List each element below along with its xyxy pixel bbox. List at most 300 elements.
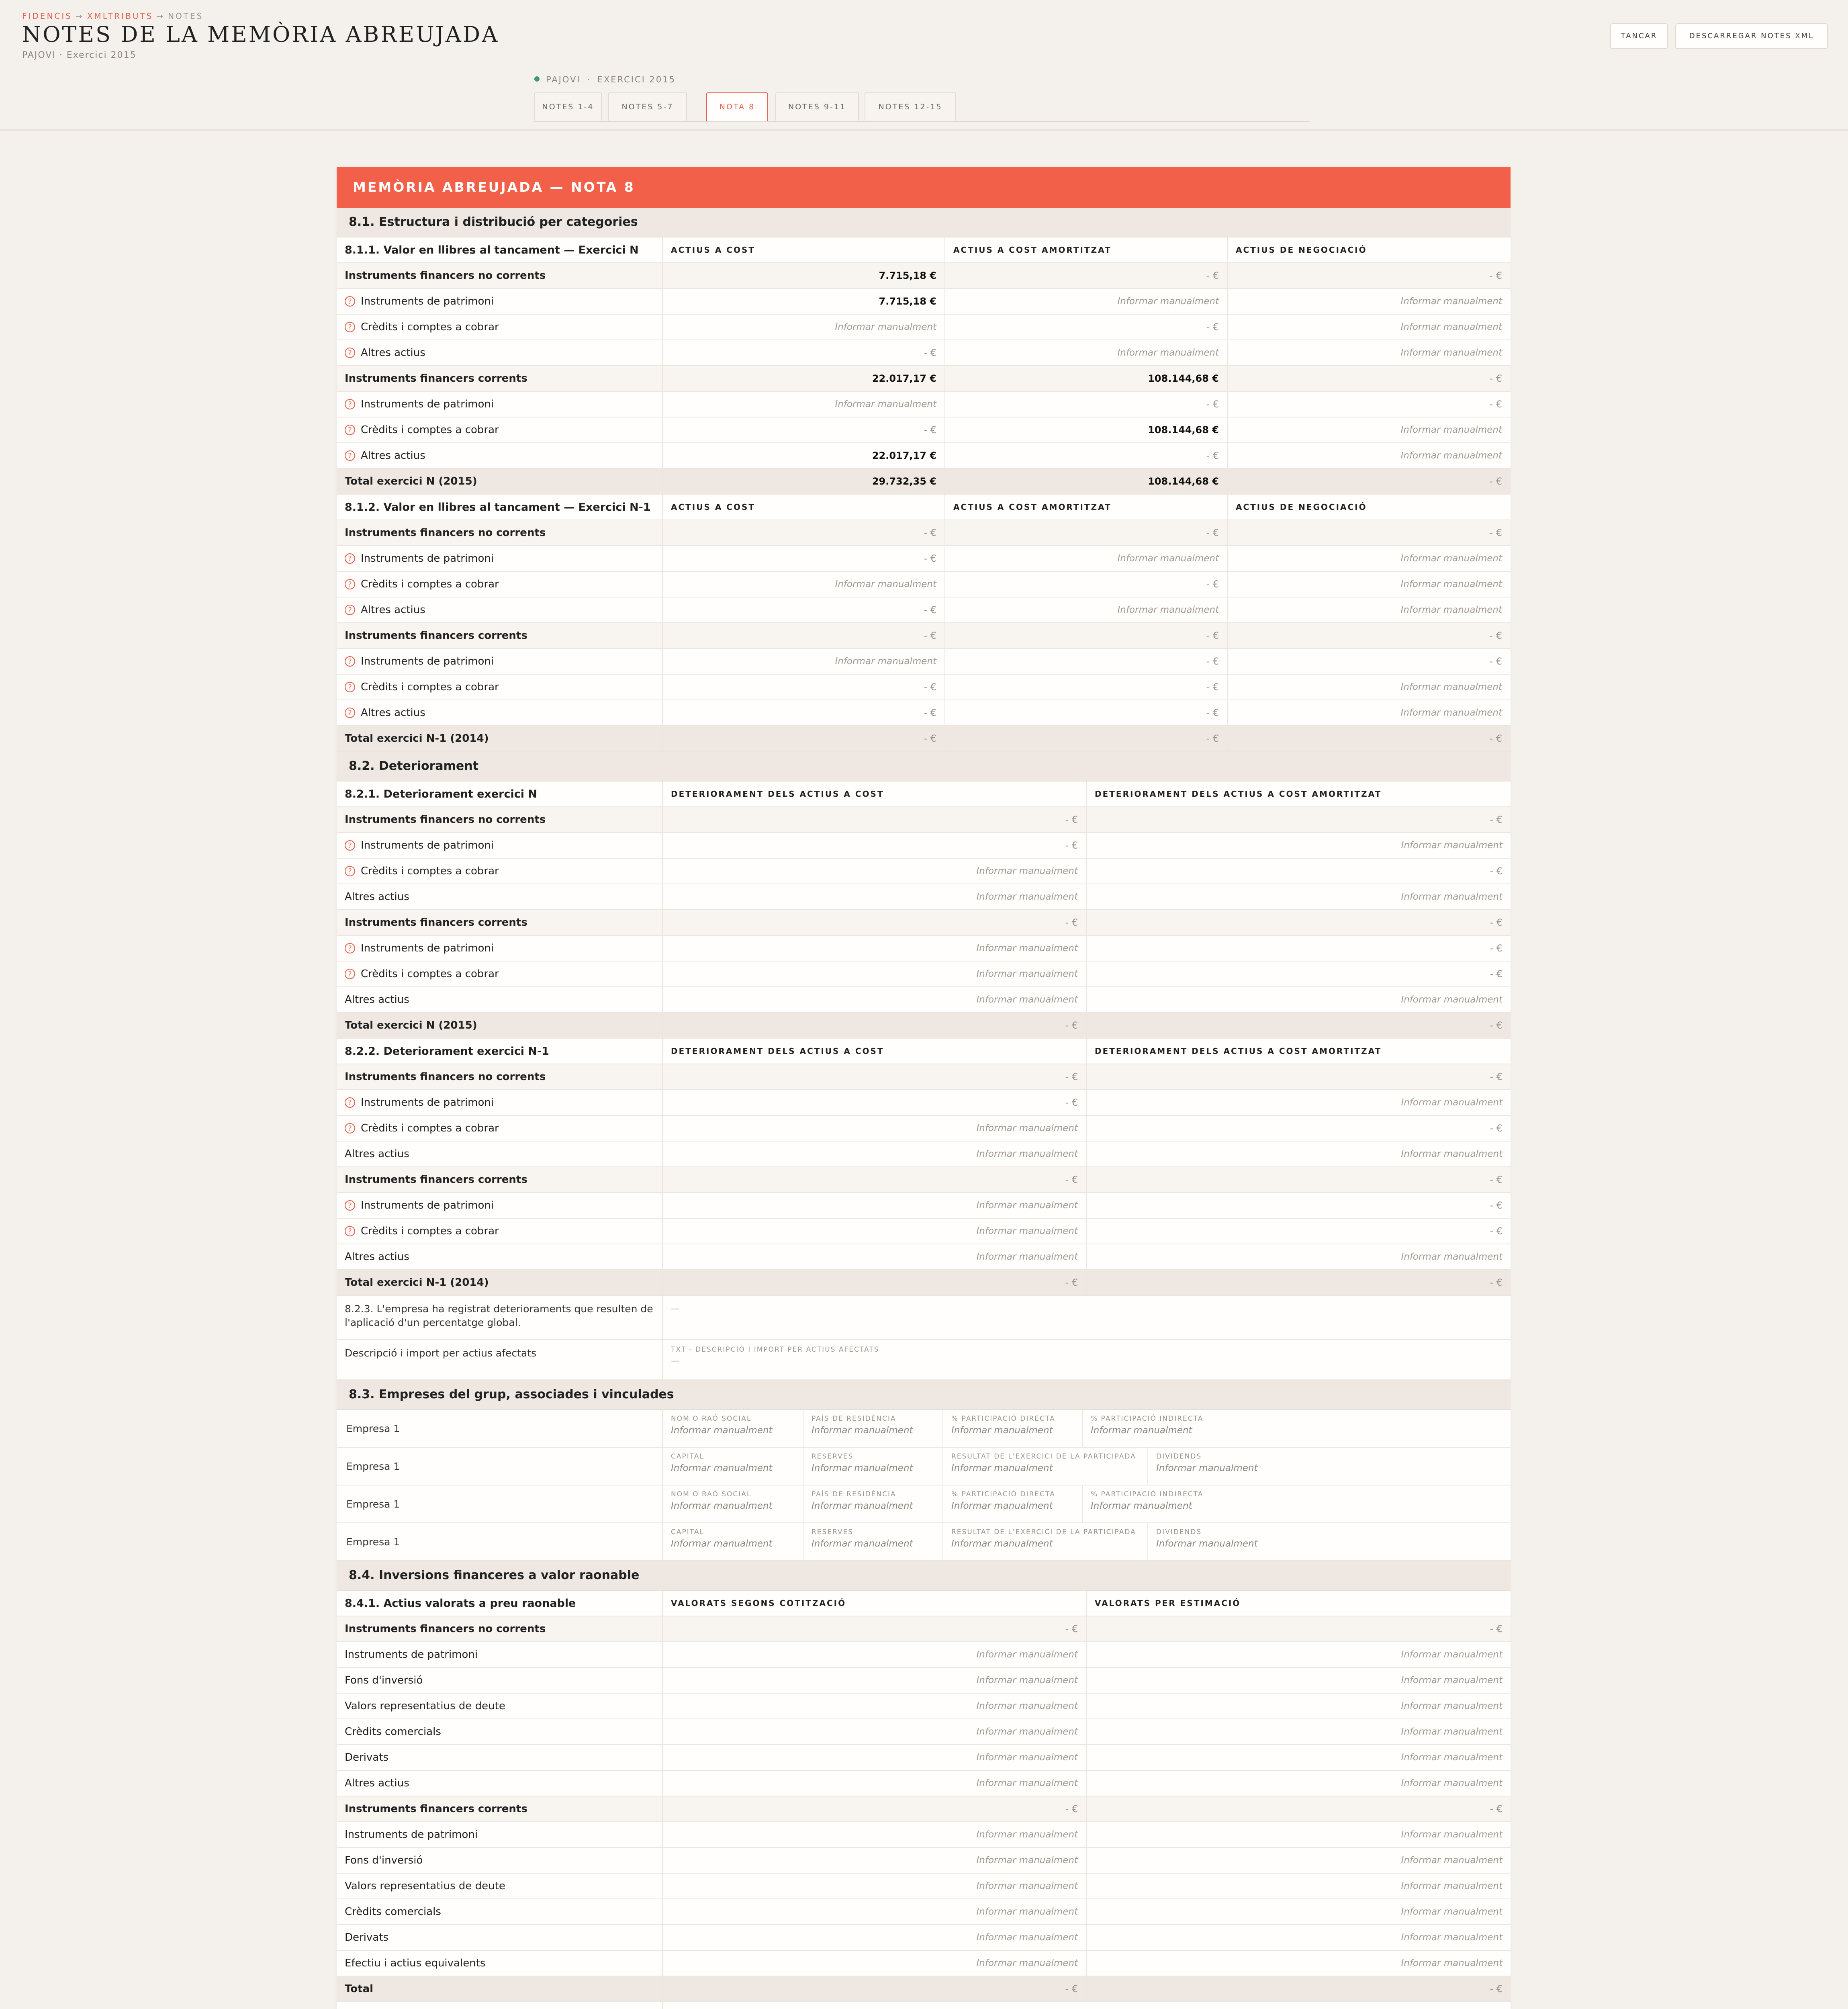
question-8-2-3 <box>337 1296 1511 1340</box>
page-header <box>0 0 1848 131</box>
company-field[interactable] <box>803 1523 943 1560</box>
manual-entry-field[interactable] <box>663 1899 1087 1924</box>
status-dot-icon <box>534 76 540 82</box>
row-label-cell <box>337 1270 663 1295</box>
row-label-cell <box>337 833 663 858</box>
manual-entry-placeholder: Informar manualment <box>976 1252 1078 1262</box>
row-label: Crèdits i comptes a cobrar <box>361 681 499 693</box>
company-field[interactable] <box>943 1410 1083 1447</box>
company-field[interactable] <box>663 1523 803 1560</box>
row-label: Valors representatius de deute <box>345 1880 505 1892</box>
field-tag: NOM O RAÓ SOCIAL <box>671 1415 752 1423</box>
value-cell <box>1228 649 1510 674</box>
company-field[interactable] <box>803 1448 943 1485</box>
manual-entry-field[interactable] <box>663 1925 1087 1950</box>
manual-entry-placeholder: Informar manualment <box>1156 1463 1258 1473</box>
value-cell <box>945 366 1228 391</box>
amount-value: - € <box>1489 476 1502 487</box>
group-row <box>337 1064 1511 1090</box>
column-header: ACTIUS DE NEGOCIACIÓ <box>1236 245 1367 255</box>
manual-entry-field[interactable] <box>663 1874 1087 1899</box>
value-cell <box>1228 726 1510 751</box>
manual-entry-placeholder: Informar manualment <box>671 1538 773 1549</box>
company-field[interactable] <box>1148 1448 1258 1485</box>
field-tag: RESULTAT DE L'EXERCICI DE LA PARTICIPADA <box>951 1528 1136 1536</box>
row-label-cell <box>337 1116 663 1141</box>
manual-entry-field[interactable] <box>663 315 945 340</box>
manual-entry-field[interactable] <box>1087 1642 1511 1667</box>
manual-entry-placeholder: Informar manualment <box>1401 1778 1503 1788</box>
manual-entry-field[interactable] <box>1087 1874 1511 1899</box>
manual-entry-field[interactable] <box>1087 1822 1511 1847</box>
row-label-cell <box>337 1142 663 1166</box>
row-label-cell <box>337 1796 663 1821</box>
row-label-cell <box>337 623 663 648</box>
value-cell <box>945 263 1228 288</box>
info-circle-icon[interactable]: ? <box>345 579 355 589</box>
manual-entry-field[interactable] <box>945 546 1228 571</box>
manual-entry-placeholder: Informar manualment <box>835 399 936 409</box>
value-cell <box>663 700 945 725</box>
manual-entry-placeholder: Informar manualment <box>976 1701 1078 1711</box>
manual-entry-field[interactable] <box>663 1642 1087 1667</box>
company-field[interactable] <box>663 1448 803 1485</box>
download-xml-button[interactable]: DESCARREGAR NOTES XML <box>1675 23 1828 49</box>
table-row <box>337 289 1511 315</box>
manual-entry-field[interactable] <box>1087 1244 1511 1269</box>
manual-entry-placeholder: Informar manualment <box>812 1463 913 1473</box>
row-label: Crèdits comercials <box>345 1726 441 1738</box>
amount-value: - € <box>1065 1623 1078 1635</box>
manual-entry-field[interactable] <box>945 289 1228 314</box>
row-label-cell <box>337 1899 663 1924</box>
notes-tabs <box>534 92 1310 122</box>
table-row <box>337 1694 1511 1719</box>
amount-value: - € <box>1206 733 1219 744</box>
amount-value: - € <box>1490 865 1503 877</box>
amount-value: - € <box>1490 943 1503 954</box>
manual-entry-field[interactable] <box>1087 1745 1511 1770</box>
table-row <box>337 1719 1511 1745</box>
section-8-4-title: 8.4. Inversions financeres a valor raonable <box>337 1561 1511 1591</box>
manual-entry-field[interactable] <box>663 1951 1087 1976</box>
manual-entry-placeholder: Informar manualment <box>1091 1501 1192 1511</box>
company-field[interactable] <box>943 1523 1148 1560</box>
manual-entry-field[interactable] <box>1087 1668 1511 1693</box>
info-circle-icon[interactable]: ? <box>345 605 355 615</box>
row-label-cell <box>337 443 663 468</box>
manual-entry-field[interactable] <box>1087 1771 1511 1796</box>
row-label-cell <box>337 1951 663 1976</box>
manual-entry-field[interactable] <box>1087 1142 1511 1166</box>
context-year: EXERCICI 2015 <box>597 75 676 84</box>
manual-entry-field[interactable] <box>663 1142 1087 1166</box>
row-label-cell <box>337 987 663 1012</box>
row-label: Altres actius <box>361 450 425 462</box>
note-card <box>337 167 1511 2009</box>
info-circle-icon[interactable]: ? <box>345 425 355 435</box>
row-label-cell <box>337 936 663 961</box>
group-row <box>337 366 1511 392</box>
row-label: Total exercici N (2015) <box>345 1019 477 1031</box>
row-label: Instruments de patrimoni <box>361 1199 494 1211</box>
manual-entry-placeholder: Informar manualment <box>1401 1855 1503 1866</box>
company-field[interactable] <box>803 1485 943 1522</box>
manual-entry-field[interactable] <box>1087 1848 1511 1873</box>
row-label: Total exercici N (2015) <box>345 475 477 487</box>
value-cell <box>663 546 945 571</box>
manual-entry-field[interactable] <box>1228 597 1510 622</box>
manual-entry-field[interactable] <box>663 649 945 674</box>
company-field[interactable] <box>1148 1523 1258 1560</box>
group-row <box>337 623 1511 649</box>
amount-value: - € <box>924 527 936 538</box>
value-cell <box>1087 962 1511 986</box>
manual-entry-field[interactable] <box>663 859 1087 884</box>
column-header: ACTIUS A COST <box>663 495 945 520</box>
field-tag: % PARTICIPACIÓ DIRECTA <box>951 1490 1055 1498</box>
manual-entry-field[interactable] <box>945 597 1228 622</box>
row-label-cell <box>337 1745 663 1770</box>
info-circle-icon[interactable]: ? <box>345 866 355 876</box>
amount-value: 7.715,18 € <box>879 270 936 281</box>
row-label-cell <box>337 962 663 986</box>
tab-notes-9-11[interactable]: NOTES 9-11 <box>775 92 859 121</box>
tab-notes-12-15[interactable]: NOTES 12-15 <box>865 92 956 121</box>
amount-value: - € <box>1206 681 1219 693</box>
info-circle-icon[interactable]: ? <box>345 840 355 851</box>
row-label: Instruments financers corrents <box>345 1803 527 1815</box>
row-label-cell <box>337 1976 663 2001</box>
manual-entry-placeholder: Informar manualment <box>1401 840 1503 851</box>
value-cell <box>945 700 1228 725</box>
manual-entry-placeholder: Informar manualment <box>1401 1149 1503 1159</box>
manual-entry-placeholder: Informar manualment <box>1400 450 1502 461</box>
value-cell <box>663 340 945 365</box>
info-circle-icon[interactable]: ? <box>345 450 355 461</box>
tab-notes-5-7[interactable]: NOTES 5-7 <box>608 92 687 121</box>
value-cell <box>1228 392 1510 417</box>
answer-field[interactable] <box>663 2002 1511 2009</box>
company-field[interactable] <box>803 1410 943 1447</box>
value-cell <box>663 417 945 442</box>
manual-entry-field[interactable] <box>1228 700 1510 725</box>
amount-value: - € <box>1490 1277 1503 1288</box>
row-label-cell <box>337 315 663 340</box>
manual-entry-placeholder: Informar manualment <box>1401 1932 1503 1943</box>
amount-value: 7.715,18 € <box>879 296 936 307</box>
amount-value: - € <box>924 630 936 641</box>
company-field[interactable] <box>943 1485 1083 1522</box>
table-row <box>337 649 1511 675</box>
company-row <box>337 1448 1511 1485</box>
amount-value: - € <box>924 553 936 564</box>
manual-entry-field[interactable] <box>1228 315 1510 340</box>
amount-value: - € <box>1206 450 1219 461</box>
manual-entry-field[interactable] <box>663 987 1087 1012</box>
info-circle-icon[interactable]: ? <box>345 656 355 667</box>
manual-entry-field[interactable] <box>1228 289 1510 314</box>
table-row <box>337 1142 1511 1167</box>
row-label: Instruments financers no corrents <box>345 270 546 282</box>
value-cell <box>1087 1976 1511 2001</box>
info-circle-icon[interactable]: ? <box>345 296 355 307</box>
manual-entry-field[interactable] <box>1228 443 1510 468</box>
manual-entry-field[interactable] <box>1087 1925 1511 1950</box>
answer-field[interactable] <box>663 1296 1511 1339</box>
manual-entry-field[interactable] <box>663 1244 1087 1269</box>
value-cell <box>945 572 1228 597</box>
manual-entry-field[interactable] <box>1087 1090 1511 1115</box>
manual-entry-field[interactable] <box>1228 675 1510 700</box>
table-row <box>337 936 1511 962</box>
table-row <box>337 1899 1511 1925</box>
manual-entry-field[interactable] <box>663 1771 1087 1796</box>
manual-entry-field[interactable] <box>1087 1694 1511 1718</box>
manual-entry-field[interactable] <box>1087 1719 1511 1744</box>
info-circle-icon[interactable]: ? <box>345 399 355 409</box>
value-cell <box>1087 1116 1511 1141</box>
text-answer-field[interactable] <box>663 1340 1511 1379</box>
info-circle-icon[interactable]: ? <box>345 1200 355 1211</box>
info-circle-icon[interactable]: ? <box>345 322 355 332</box>
info-circle-icon[interactable]: ? <box>345 969 355 979</box>
manual-entry-field[interactable] <box>663 572 945 597</box>
question-description-affected-assets <box>337 1340 1511 1380</box>
row-label-cell <box>337 859 663 884</box>
manual-entry-placeholder: Informar manualment <box>951 1463 1053 1473</box>
manual-entry-field[interactable] <box>663 1694 1087 1718</box>
manual-entry-placeholder: Informar manualment <box>835 656 936 667</box>
manual-entry-field[interactable] <box>1087 1951 1511 1976</box>
row-label-cell <box>337 366 663 391</box>
manual-entry-placeholder: Informar manualment <box>976 994 1078 1005</box>
field-tag: % PARTICIPACIÓ INDIRECTA <box>1091 1415 1204 1423</box>
amount-value: - € <box>1490 1983 1503 1995</box>
value-cell <box>1228 263 1510 288</box>
row-label: Instruments financers corrents <box>345 630 527 642</box>
section-8-3-title: 8.3. Empreses del grup, associades i vinculades <box>337 1380 1511 1410</box>
amount-value: - € <box>1065 1983 1078 1995</box>
amount-value: - € <box>1065 917 1078 928</box>
manual-entry-placeholder: Informar manualment <box>812 1501 913 1511</box>
breadcrumb-link-fidencis[interactable]: FIDENCIS <box>22 11 72 21</box>
manual-entry-placeholder: Informar manualment <box>1401 1675 1503 1686</box>
tab-nota-8[interactable]: NOTA 8 <box>706 92 768 121</box>
manual-entry-placeholder: Informar manualment <box>976 1932 1078 1943</box>
manual-entry-placeholder: Informar manualment <box>976 1778 1078 1788</box>
info-circle-icon[interactable]: ? <box>345 1097 355 1108</box>
manual-entry-placeholder: Informar manualment <box>951 1538 1053 1549</box>
column-header: VALORATS SEGONS COTITZACIÓ <box>663 1591 1087 1616</box>
answer-value: — <box>671 1356 680 1366</box>
manual-entry-placeholder: Informar manualment <box>976 1149 1078 1159</box>
row-label-cell <box>337 1874 663 1899</box>
section-8-1-title: 8.1. Estructura i distribució per categories <box>337 208 1511 237</box>
company-row <box>337 1410 1511 1448</box>
company-field[interactable] <box>663 1485 803 1522</box>
row-label: Instruments financers corrents <box>345 1174 527 1186</box>
value-cell <box>1087 1270 1511 1295</box>
field-tag: % PARTICIPACIÓ INDIRECTA <box>1091 1490 1204 1498</box>
manual-entry-field[interactable] <box>663 1822 1087 1847</box>
info-circle-icon[interactable]: ? <box>345 943 355 953</box>
company-field[interactable] <box>1083 1485 1223 1522</box>
manual-entry-field[interactable] <box>663 962 1087 986</box>
company-label: Empresa 1 <box>337 1448 663 1485</box>
manual-entry-placeholder: Informar manualment <box>976 1752 1078 1763</box>
manual-entry-field[interactable] <box>1087 884 1511 909</box>
field-tag: RESERVES <box>812 1528 854 1536</box>
info-circle-icon[interactable]: ? <box>345 708 355 718</box>
value-cell <box>663 1167 1087 1192</box>
manual-entry-field[interactable] <box>1087 987 1511 1012</box>
breadcrumb-link-xmltributs[interactable]: XMLTRIBUTS <box>87 11 153 21</box>
amount-value: 108.144,68 € <box>1148 476 1219 487</box>
amount-value: - € <box>1490 1225 1503 1237</box>
row-label-cell <box>337 1219 663 1244</box>
manual-entry-field[interactable] <box>1228 417 1510 442</box>
row-label-cell <box>337 1848 663 1873</box>
value-cell <box>663 807 1087 832</box>
manual-entry-field[interactable] <box>663 1848 1087 1873</box>
group-companies-list <box>337 1410 1511 1561</box>
field-tag: NOM O RAÓ SOCIAL <box>671 1490 752 1498</box>
amount-value: - € <box>1489 399 1502 410</box>
row-label-cell <box>337 910 663 935</box>
manual-entry-placeholder: Informar manualment <box>1091 1425 1192 1436</box>
row-label: Crèdits comercials <box>345 1906 441 1918</box>
amount-value: - € <box>1490 1174 1503 1185</box>
column-header: DETERIORAMENT DELS ACTIUS A COST AMORTITZAT <box>1095 789 1382 799</box>
manual-entry-placeholder: Informar manualment <box>976 1649 1078 1660</box>
manual-entry-field[interactable] <box>663 1116 1087 1141</box>
row-label: Fons d'inversió <box>345 1674 423 1686</box>
row-label-cell <box>337 263 663 288</box>
row-label-cell <box>337 1013 663 1038</box>
amount-value: - € <box>1490 968 1503 980</box>
company-field[interactable] <box>1083 1410 1223 1447</box>
tab-notes-1-4[interactable]: NOTES 1-4 <box>534 92 602 121</box>
amount-value: - € <box>924 733 936 744</box>
row-label-cell <box>337 807 663 832</box>
manual-entry-field[interactable] <box>663 392 945 417</box>
value-cell <box>1087 1064 1511 1089</box>
row-label-cell <box>337 1616 663 1641</box>
manual-entry-placeholder: Informar manualment <box>1401 1907 1503 1917</box>
value-cell <box>1087 1796 1511 1821</box>
info-circle-icon[interactable]: ? <box>345 1226 355 1236</box>
row-label-cell <box>337 392 663 417</box>
manual-entry-placeholder: Informar manualment <box>976 1200 1078 1211</box>
row-label-cell <box>337 546 663 571</box>
value-cell <box>663 833 1087 858</box>
question-label: Descripció i import per actius afectats <box>337 1340 663 1379</box>
manual-entry-placeholder: Informar manualment <box>812 1538 913 1549</box>
amount-value: - € <box>1206 399 1219 410</box>
manual-entry-field[interactable] <box>1087 833 1511 858</box>
table-header-row <box>337 237 1511 263</box>
manual-entry-placeholder: Informar manualment <box>812 1425 913 1436</box>
amount-value: - € <box>1489 733 1502 744</box>
manual-entry-field[interactable] <box>663 936 1087 961</box>
value-cell <box>1087 910 1511 935</box>
manual-entry-field[interactable] <box>663 1745 1087 1770</box>
row-label: Instruments financers no corrents <box>345 814 546 826</box>
close-button[interactable]: TANCAR <box>1610 23 1668 49</box>
company-field[interactable] <box>943 1448 1148 1485</box>
table-row <box>337 1745 1511 1771</box>
table-row <box>337 597 1511 623</box>
amount-value: - € <box>924 707 936 718</box>
manual-entry-field[interactable] <box>1228 546 1510 571</box>
column-header: ACTIUS A COST <box>663 237 945 262</box>
breadcrumb-arrow-icon: → <box>156 11 165 21</box>
info-circle-icon[interactable]: ? <box>345 348 355 358</box>
company-field[interactable] <box>663 1410 803 1447</box>
row-label: Instruments financers corrents <box>345 372 527 385</box>
amount-value: - € <box>1206 270 1219 281</box>
row-label-cell <box>337 417 663 442</box>
value-cell <box>663 1064 1087 1089</box>
table-row <box>337 417 1511 443</box>
question-label: 8.2.3. L'empresa ha registrat deterioraments que resulten de l'aplicació d'un percentatge global. <box>337 1296 663 1339</box>
info-circle-icon[interactable]: ? <box>345 1123 355 1133</box>
value-cell <box>1228 520 1510 545</box>
row-label: Derivats <box>345 1751 388 1764</box>
row-label-cell <box>337 649 663 674</box>
manual-entry-field[interactable] <box>1087 1899 1511 1924</box>
manual-entry-field[interactable] <box>1228 572 1510 597</box>
manual-entry-field[interactable] <box>1228 340 1510 365</box>
manual-entry-placeholder: Informar manualment <box>976 1958 1078 1968</box>
manual-entry-field[interactable] <box>663 884 1087 909</box>
table-row <box>337 443 1511 469</box>
row-label: Crèdits i comptes a cobrar <box>361 321 499 333</box>
manual-entry-placeholder: Informar manualment <box>1401 1958 1503 1968</box>
manual-entry-field[interactable] <box>663 1193 1087 1218</box>
amount-value: - € <box>924 347 936 358</box>
value-cell <box>663 263 945 288</box>
manual-entry-placeholder: Informar manualment <box>1401 1097 1503 1108</box>
manual-entry-field[interactable] <box>663 1719 1087 1744</box>
table-row <box>337 675 1511 700</box>
table-row <box>337 1244 1511 1270</box>
manual-entry-field[interactable] <box>663 1668 1087 1693</box>
value-cell <box>1228 469 1510 494</box>
field-tag: DIVIDENDS <box>1156 1528 1202 1536</box>
row-label-cell <box>337 1090 663 1115</box>
value-cell <box>945 520 1228 545</box>
column-header: ACTIUS A COST AMORTITZAT <box>945 495 1228 520</box>
info-circle-icon[interactable]: ? <box>345 682 355 692</box>
manual-entry-field[interactable] <box>945 340 1228 365</box>
group-row <box>337 1616 1511 1642</box>
row-label: Crèdits i comptes a cobrar <box>361 424 499 436</box>
manual-entry-placeholder: Informar manualment <box>1400 425 1502 435</box>
row-label: Instruments de patrimoni <box>361 839 494 851</box>
manual-entry-field[interactable] <box>663 1219 1087 1244</box>
info-circle-icon[interactable]: ? <box>345 553 355 564</box>
company-label: Empresa 1 <box>337 1523 663 1560</box>
value-cell <box>663 1796 1087 1821</box>
table-row <box>337 962 1511 987</box>
amount-value: - € <box>1206 579 1219 590</box>
value-cell <box>945 726 1228 751</box>
value-cell <box>663 1616 1087 1641</box>
question-8-4-2 <box>337 2002 1511 2009</box>
total-row <box>337 469 1511 495</box>
